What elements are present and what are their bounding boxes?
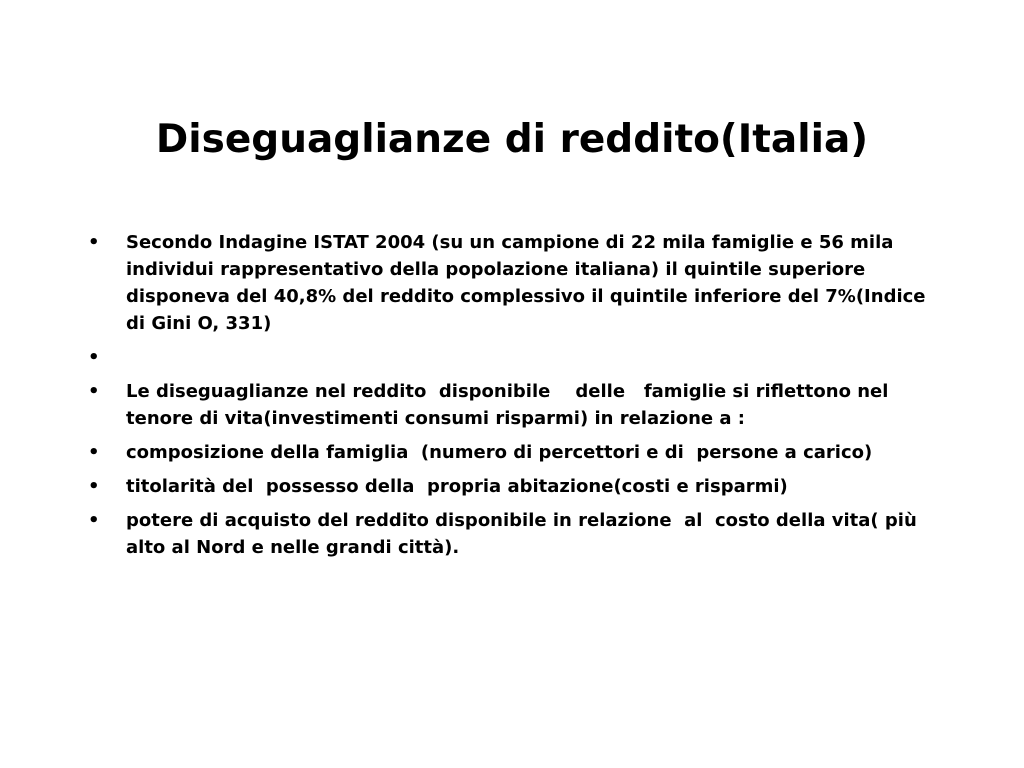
- bullet-item-composizione: [88, 439, 938, 466]
- bullet-text: titolarità del possesso della propria abitazione(costi e risparmi): [126, 476, 788, 497]
- bullet-text: Secondo Indagine ISTAT 2004 (su un campione di 22 mila famiglie e 56 mila individui rappresentativo della popolazione italiana) il quintile superiore disponeva del 40,8% del reddito complessivo il quintile inferiore del 7%(Indice di Gini O, 331): [126, 232, 926, 334]
- bullet-text: Le diseguaglianze nel reddito disponibile delle famiglie si riflettono nel tenore di vita(investimenti consumi risparmi) in relazione a :: [126, 381, 895, 429]
- bullet-list: [88, 229, 938, 568]
- bullet-marker: •: [88, 381, 100, 402]
- bullet-item-empty: [88, 344, 938, 371]
- slide-title: Diseguaglianze di reddito(Italia): [155, 117, 869, 162]
- bullet-marker: •: [88, 476, 100, 497]
- bullet-marker: •: [88, 442, 100, 463]
- bullet-item-diseguaglianze: [88, 378, 938, 432]
- bullet-item-istat: [88, 229, 938, 337]
- bullet-text: potere di acquisto del reddito disponibile in relazione al costo della vita( più alto al Nord e nelle grandi città).: [126, 510, 924, 558]
- bullet-text: composizione della famiglia (numero di percettori e di persone a carico): [126, 442, 873, 463]
- bullet-item-potere-acquisto: [88, 507, 938, 561]
- bullet-marker: •: [88, 232, 100, 253]
- bullet-item-titolarita: [88, 473, 938, 500]
- bullet-marker: •: [88, 510, 100, 531]
- bullet-marker: •: [88, 347, 100, 368]
